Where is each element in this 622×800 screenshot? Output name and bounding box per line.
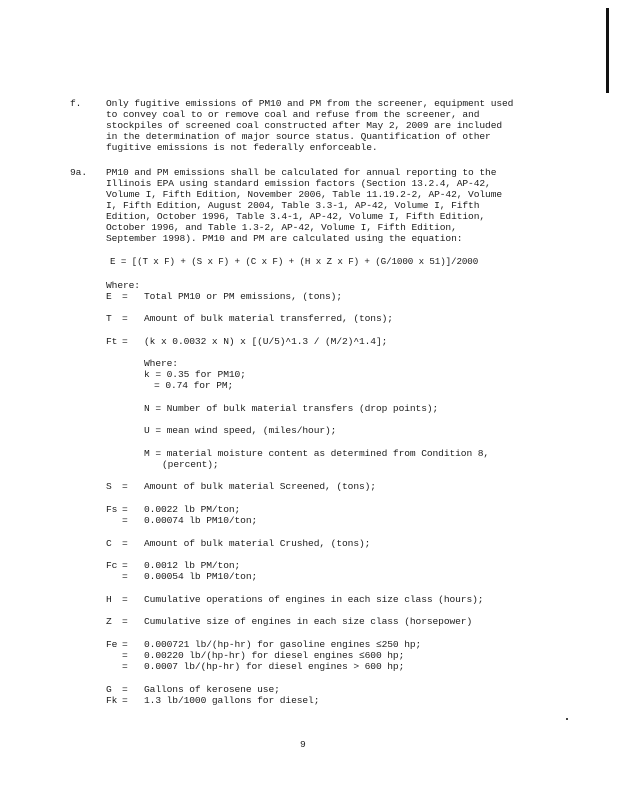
para-f-line: stockpiles of screened coal constructed after May 2, 2009 are included [106, 120, 503, 131]
para-f-line: fugitive emissions is not federally enforceable. [106, 142, 378, 153]
def-operator: = [122, 291, 128, 302]
u-definition: U = mean wind speed, (miles/hour); [144, 425, 337, 436]
def-text: 0.00054 lb PM10/ton; [144, 571, 258, 582]
para-9a-line: September 1998). PM10 and PM are calculated using the equation: [106, 233, 463, 244]
def-operator: = [122, 504, 128, 515]
def-text: 0.0007 lb/(hp-hr) for diesel engines > 600 hp; [144, 661, 405, 672]
def-symbol: Z [106, 616, 112, 627]
def-text: 0.00074 lb PM10/ton; [144, 515, 258, 526]
def-operator: = [122, 594, 128, 605]
def-symbol: Fe [106, 639, 118, 650]
para-9a-label: 9a. [70, 167, 87, 178]
where-label: Where: [106, 280, 140, 291]
def-symbol: S [106, 481, 112, 492]
def-operator: = [122, 616, 128, 627]
para-f-line: Only fugitive emissions of PM10 and PM from the screener, equipment used [106, 98, 514, 109]
def-operator: = [122, 560, 128, 571]
def-symbol: C [106, 538, 112, 549]
def-symbol: Fs [106, 504, 118, 515]
def-text: 0.0022 lb PM/ton; [144, 504, 241, 515]
def-operator: = [122, 695, 128, 706]
def-operator: = [122, 313, 128, 324]
def-operator: = [122, 684, 128, 695]
para-9a-line: October 1996, and Table 1.3-2, AP-42, Volume I, Fifth Edition, [106, 222, 457, 233]
def-symbol: H [106, 594, 112, 605]
def-symbol: G [106, 684, 112, 695]
k-pm10: k = 0.35 for PM10; [144, 369, 246, 380]
page-number: 9 [300, 739, 306, 750]
def-operator: = [122, 661, 128, 672]
def-text: 0.00220 lb/(hp-hr) for diesel engines ≤600 hp; [144, 650, 405, 661]
def-symbol: Fk [106, 695, 118, 706]
para-9a-line: PM10 and PM emissions shall be calculated for annual reporting to the [106, 167, 497, 178]
para-f-line: in the determination of major source status. Quantification of other [106, 131, 491, 142]
def-operator: = [122, 336, 128, 347]
scan-speck [566, 718, 568, 720]
para-9a-line: Illinois EPA using standard emission factors (Section 13.2.4, AP-42, [106, 178, 491, 189]
para-f-label: f. [70, 98, 82, 109]
def-text: (k x 0.0032 x N) x [(U/5)^1.3 / (M/2)^1.4]; [144, 336, 388, 347]
def-text: 0.000721 lb/(hp-hr) for gasoline engines ≤250 hp; [144, 639, 422, 650]
para-9a-line: I, Fifth Edition, August 2004, Table 3.3-1, AP-42, Volume I, Fifth [106, 200, 480, 211]
def-text: Cumulative operations of engines in each size class (hours); [144, 594, 484, 605]
def-operator: = [122, 538, 128, 549]
def-text: Cumulative size of engines in each size class (horsepower) [144, 616, 473, 627]
def-operator: = [122, 639, 128, 650]
def-operator: = [122, 515, 128, 526]
para-9a-line: Volume I, Fifth Edition, November 2006, Table 11.19.2-2, AP-42, Volume [106, 189, 503, 200]
emission-equation: E = [(T x F) + (S x F) + (C x F) + (H x Z x F) + (G/1000 x 51)]/2000 [110, 256, 479, 267]
para-f-line: to convey coal to or remove coal and refuse from the screener, and [106, 109, 480, 120]
scan-edge-bar [606, 8, 609, 93]
def-symbol: E [106, 291, 112, 302]
def-text: Total PM10 or PM emissions, (tons); [144, 291, 343, 302]
def-text: 0.0012 lb PM/ton; [144, 560, 241, 571]
m-definition: M = material moisture content as determined from Condition 8, [144, 448, 490, 459]
def-symbol: Ft [106, 336, 118, 347]
def-text: 1.3 lb/1000 gallons for diesel; [144, 695, 320, 706]
def-symbol: Fc [106, 560, 118, 571]
def-text: Gallons of kerosene use; [144, 684, 280, 695]
def-operator: = [122, 571, 128, 582]
inner-where-label: Where: [144, 358, 178, 369]
def-text: Amount of bulk material transferred, (tons); [144, 313, 393, 324]
def-operator: = [122, 481, 128, 492]
para-9a-line: Edition, October 1996, Table 3.4-1, AP-42, Volume I, Fifth Edition, [106, 211, 486, 222]
def-text: Amount of bulk material Crushed, (tons); [144, 538, 371, 549]
def-text: Amount of bulk material Screened, (tons); [144, 481, 376, 492]
def-operator: = [122, 650, 128, 661]
n-definition: N = Number of bulk material transfers (drop points); [144, 403, 439, 414]
k-pm: = 0.74 for PM; [154, 380, 234, 391]
def-symbol: T [106, 313, 112, 324]
m-definition-cont: (percent); [162, 459, 219, 470]
